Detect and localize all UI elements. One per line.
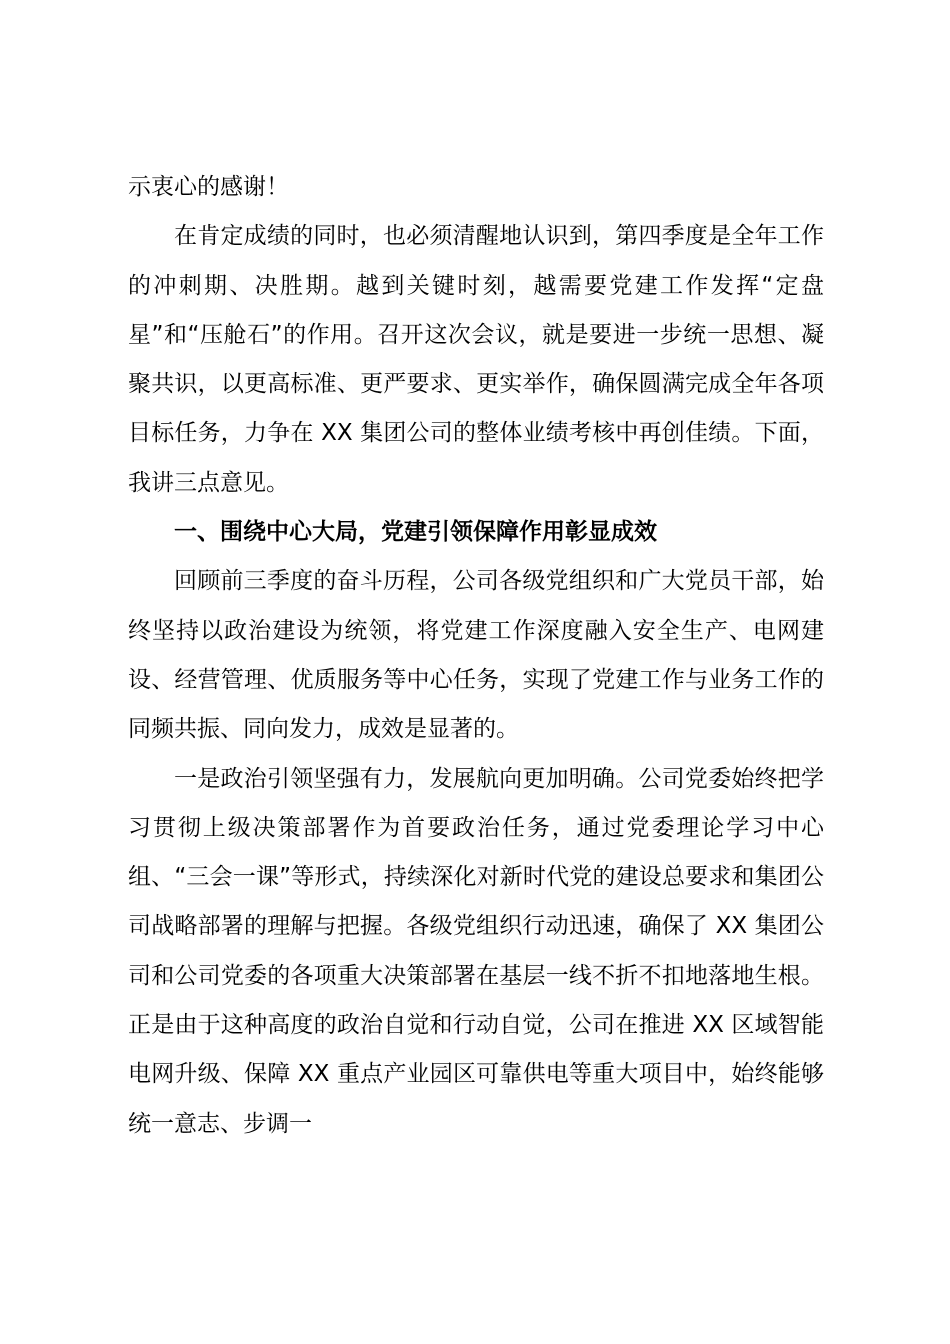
paragraph-body: 在肯定成绩的同时，也必须清醒地认识到，第四季度是全年工作的冲刺期、决胜期。越到关键时刻，越需要党建工作发挥“定盘星”和“压舱石”的作用。召开这次会议，就是要进一步统一思想、凝聚共识，以更高标准、更严要求、更实举作，确保圆满完成全年各项目标任务，力争在 XX 集团公司的整体业绩考核中再创佳绩。下面，我讲三点意见。 <box>128 223 824 496</box>
paragraph-body: 一是政治引领坚强有力，发展航向更加明确。公司党委始终把学习贯彻上级决策部署作为首要政治任务，通过党委理论学习中心组、“三会一课”等形式，持续深化对新时代党的建设总要求和集团公司战略部署的理解与把握。各级党组织行动迅速，确保了 XX 集团公司和公司党委的各项重大决策部署在基层一线不折不扣地落地生根。正是由于这种高度的政治自觉和行动自觉，公司在推进 XX 区域智能电网升级、保障 XX 重点产业园区可靠供电等重大项目中，始终能够统一意志、步调一 <box>128 765 824 1137</box>
section-heading: 一、围绕中心大局，党建引领保障作用彰显成效 <box>174 519 657 546</box>
document-body <box>128 163 824 1149</box>
paragraph-continuation: 示衷心的感谢！ <box>128 174 289 200</box>
paragraph-body: 回顾前三季度的奋斗历程，公司各级党组织和广大党员干部，始终坚持以政治建设为统领，将党建工作深度融入安全生产、电网建设、经营管理、优质服务等中心任务，实现了党建工作与业务工作的同频共振、同向发力，成效是显著的。 <box>128 568 824 743</box>
